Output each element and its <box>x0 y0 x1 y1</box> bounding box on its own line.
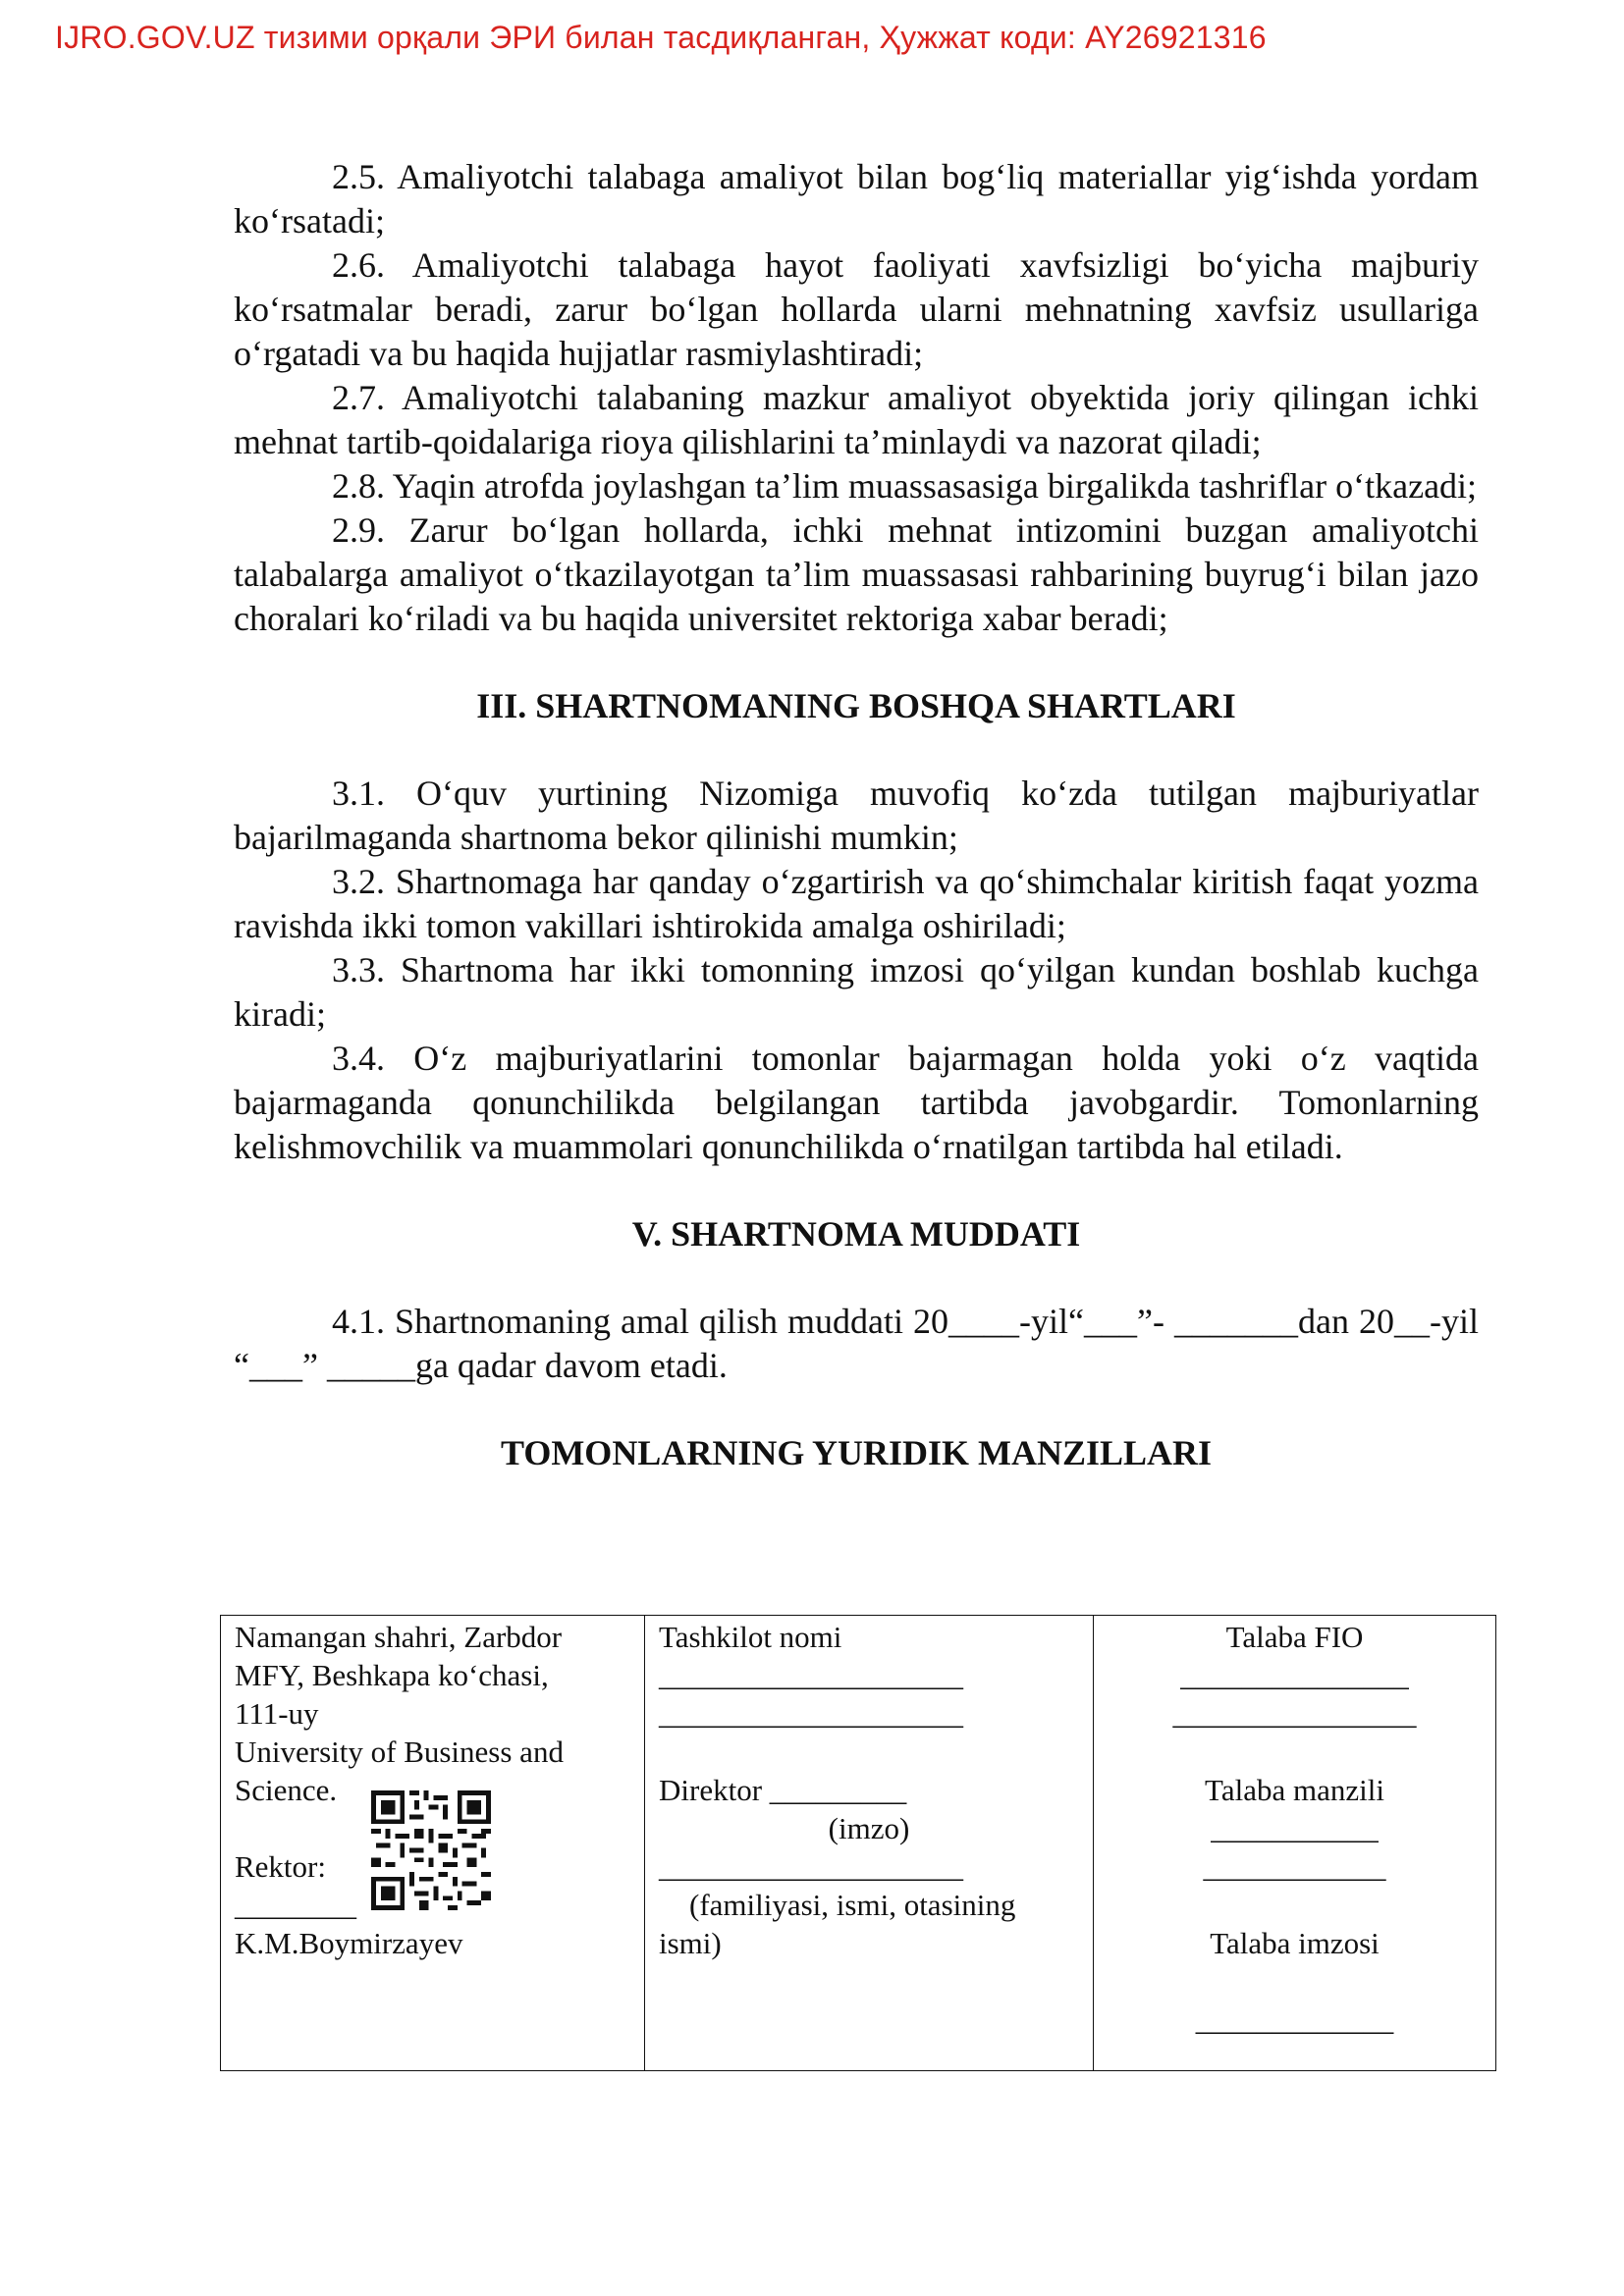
clause-3-1: 3.1. O‘quv yurtining Nizomiga muvofiq ko‘zda tutilgan majburiyatlar bajarilmaganda shartnoma bekor qilinishi mumkin; <box>234 774 1479 857</box>
student-address-line: ____________ <box>1203 1849 1386 1884</box>
university-address-line: 111-uy <box>235 1696 319 1731</box>
university-name-line: University of Business and <box>235 1735 564 1769</box>
clause-3-4: 3.4. O‘z majburiyatlarini tomonlar bajarmagan holda yoki o‘z vaqtida bajarmaganda qonunchilikda belgilangan tartibda javobgardir. Tomonlarning kelishmovchilik va muammolari qonunchilikda o‘rnatilgan tartibda hal etiladi. <box>234 1039 1479 1166</box>
director-name-line: ____________________ <box>659 1849 963 1884</box>
document-body <box>234 155 1479 1503</box>
addresses-table <box>220 1615 1496 2071</box>
clause-4-1: 4.1. Shartnomaning amal qilish muddati 20____-yil“___”- _______dan 20__-yil “___” _____ga qadar davom etadi. <box>234 1302 1479 1385</box>
section-5-heading: V. SHARTNOMA MUDDATI <box>631 1214 1081 1254</box>
student-column <box>1094 1616 1495 2070</box>
organization-name-line: ____________________ <box>659 1658 963 1692</box>
organization-column <box>645 1616 1094 2070</box>
clause-2-7: 2.7. Amaliyotchi talabaning mazkur amaliyot obyektida joriy qilingan ichki mehnat tartib-qoidalariga rioya qilishlarini ta’minlaydi va nazorat qiladi; <box>234 378 1479 461</box>
director-signature: Direktor _________ <box>659 1773 907 1807</box>
verification-banner: IJRO.GOV.UZ тизими орқали ЭРИ билан тасдиқланган, Ҳужжат коди: AY26921316 <box>55 20 1267 55</box>
university-name-line: Science. <box>235 1773 338 1807</box>
organization-name-line: ____________________ <box>659 1696 963 1731</box>
rektor-name: K.M.Boymirzayev <box>235 1926 463 1960</box>
student-signature-line: _____________ <box>1195 2002 1394 2037</box>
clause-3-2: 3.2. Shartnomaga har qanday o‘zgartirish va qo‘shimchalar kiritish faqat yozma ravishda ikki tomon vakillari ishtirokida amalga oshiriladi; <box>234 862 1479 945</box>
student-fio-line: _______________ <box>1180 1658 1409 1692</box>
organization-name-label: Tashkilot nomi <box>659 1620 842 1654</box>
signature-hint: (imzo) <box>828 1811 910 1845</box>
addresses-heading: TOMONLARNING YURIDIK MANZILLARI <box>500 1433 1213 1472</box>
student-fio-line: ________________ <box>1172 1696 1417 1731</box>
university-column <box>221 1616 645 2070</box>
student-signature-label: Talaba imzosi <box>1210 1926 1380 1960</box>
university-address-line: MFY, Beshkapa ko‘chasi, <box>235 1658 549 1692</box>
clause-2-6: 2.6. Amaliyotchi talabaga hayot faoliyati xavfsizligi bo‘yicha majburiy ko‘rsatmalar beradi, zarur bo‘lgan hollarda ularni mehnatning xavfsiz usullariga o‘rgatadi va bu haqida hujjatlar rasmiylashtiradi; <box>234 245 1479 373</box>
rektor-signature-line: ________ <box>235 1888 356 1922</box>
clause-3-3: 3.3. Shartnoma har ikki tomonning imzosi qo‘yilgan kundan boshlab kuchga kiradi; <box>234 950 1479 1034</box>
student-address-line: ___________ <box>1211 1811 1379 1845</box>
clause-2-8: 2.8. Yaqin atrofda joylashgan ta’lim muassasasiga birgalikda tashriflar o‘tkazadi; <box>332 466 1478 506</box>
fio-hint: (familiyasi, ismi, otasining <box>659 1888 1016 1922</box>
student-fio-label: Talaba FIO <box>1225 1620 1364 1654</box>
student-address-label: Talaba manzili <box>1205 1773 1384 1807</box>
section-3-heading: III. SHARTNOMANING BOSHQA SHARTLARI <box>476 686 1236 725</box>
qr-code-icon <box>371 1790 491 1910</box>
clause-2-9: 2.9. Zarur bo‘lgan hollarda, ichki mehnat intizomini buzgan amaliyotchi talabalarga amaliyot o‘tkazilayotgan ta’lim muassasasi rahbarining buyrug‘i bilan jazo choralari ko‘riladi va bu haqida universitet rektoriga xabar beradi; <box>234 510 1479 638</box>
rektor-label: Rektor: <box>235 1849 326 1884</box>
fio-hint: ismi) <box>659 1926 722 1960</box>
university-address-line: Namangan shahri, Zarbdor <box>235 1620 563 1654</box>
clause-2-5: 2.5. Amaliyotchi talabaga amaliyot bilan bog‘liq materiallar yig‘ishda yordam ko‘rsatadi; <box>234 157 1479 240</box>
